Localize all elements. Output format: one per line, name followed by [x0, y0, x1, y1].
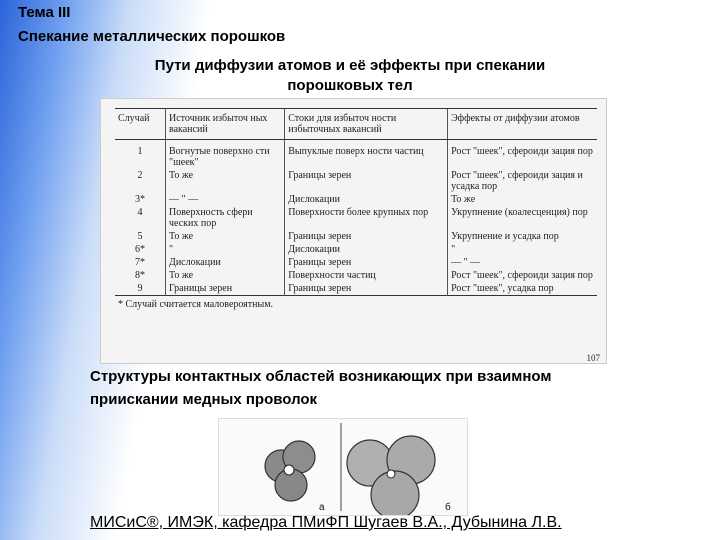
source-cell: То же: [166, 169, 285, 193]
table-row: [115, 282, 597, 296]
subtitle-line-2: порошковых тел: [287, 77, 413, 94]
diffusion-table: [115, 108, 597, 311]
source-cell: То же: [166, 269, 285, 282]
section-heading: [90, 365, 551, 411]
effect-cell: ": [448, 243, 597, 256]
sink-cell: Дислокации: [285, 243, 448, 256]
source-cell: Вогнутые поверхно сти "шеек": [166, 140, 285, 170]
table-row: [115, 140, 597, 170]
case-cell: 4: [137, 207, 143, 218]
table-footnote-row: [115, 296, 597, 312]
case-cell: 7*: [135, 257, 145, 268]
case-cell: 2: [137, 170, 143, 181]
case-cell: 3*: [135, 194, 145, 205]
sink-cell: Границы зерен: [285, 169, 448, 193]
source-cell: Дислокации: [166, 256, 285, 269]
table-row: [115, 206, 597, 230]
micrograph-label-b: б: [445, 502, 451, 513]
micrograph-b: [347, 436, 451, 515]
table-row: [115, 269, 597, 282]
effect-cell: Рост "шеек", сфероиди зация и усадка пор: [448, 169, 597, 193]
micrograph-image: [218, 418, 468, 516]
effect-cell: — " —: [448, 256, 597, 269]
micrograph-drawing: [219, 419, 467, 515]
section-heading-line-1: Структуры контактных областей возникающих при взаимном: [90, 368, 552, 385]
sink-cell: Выпуклые поверх ности частиц: [285, 140, 448, 170]
case-cell: 6*: [135, 244, 145, 255]
section-heading-line-2: приискании медных проволок: [90, 391, 318, 408]
slide-subtitle: [100, 56, 600, 96]
column-header-case: Случай: [115, 109, 166, 140]
effect-cell: Укрупнение (коалесценция) пор: [448, 206, 597, 230]
table-row: [115, 193, 597, 206]
diffusion-table-scan: [100, 98, 607, 364]
sink-cell: Поверхности частиц: [285, 269, 448, 282]
sink-cell: Границы зерен: [285, 230, 448, 243]
effect-cell: То же: [448, 193, 597, 206]
footer-credits: МИСиС®, ИМЭК, кафедра ПМиФП Шугаев В.А., Дубынина Л.В.: [90, 514, 562, 531]
source-cell: Границы зерен: [166, 282, 285, 296]
table-row: [115, 169, 597, 193]
case-cell: 8*: [135, 270, 145, 281]
sink-cell: Поверхности более крупных пор: [285, 206, 448, 230]
page-title: Спекание металлических порошков: [18, 28, 286, 45]
table-row: [115, 243, 597, 256]
column-header-sink: Стоки для избыточ ности избыточных вакансий: [285, 109, 448, 140]
sink-cell: Границы зерен: [285, 282, 448, 296]
micrograph-a: [265, 441, 325, 513]
page-number: 107: [586, 353, 600, 363]
column-header-source: Источник избыточ ных вакансий: [166, 109, 285, 140]
subtitle-line-1: Пути диффузии атомов и её эффекты при спекании: [154, 57, 546, 74]
case-cell: 5: [137, 231, 143, 242]
effect-cell: Рост "шеек", усадка пор: [448, 282, 597, 296]
source-cell: — " —: [166, 193, 285, 206]
table-header-row: [115, 109, 597, 140]
micrograph-label-a: а: [319, 502, 325, 513]
effect-cell: Рост "шеек", сфероиди зация пор: [448, 269, 597, 282]
effect-cell: Укрупнение и усадка пор: [448, 230, 597, 243]
source-cell: ": [166, 243, 285, 256]
sink-cell: Дислокации: [285, 193, 448, 206]
column-header-effect: Эффекты от диффузии атомов: [448, 109, 597, 140]
source-cell: Поверхность сфери ческих пор: [166, 206, 285, 230]
effect-cell: Рост "шеек", сфероиди зация пор: [448, 140, 597, 170]
sink-cell: Границы зерен: [285, 256, 448, 269]
table-row: [115, 230, 597, 243]
case-cell: 1: [137, 146, 143, 157]
source-cell: То же: [166, 230, 285, 243]
table-footnote: * Случай считается маловероятным.: [115, 296, 597, 312]
topic-label: Тема III: [18, 4, 71, 21]
case-cell: 9: [137, 283, 143, 294]
table-row: [115, 256, 597, 269]
